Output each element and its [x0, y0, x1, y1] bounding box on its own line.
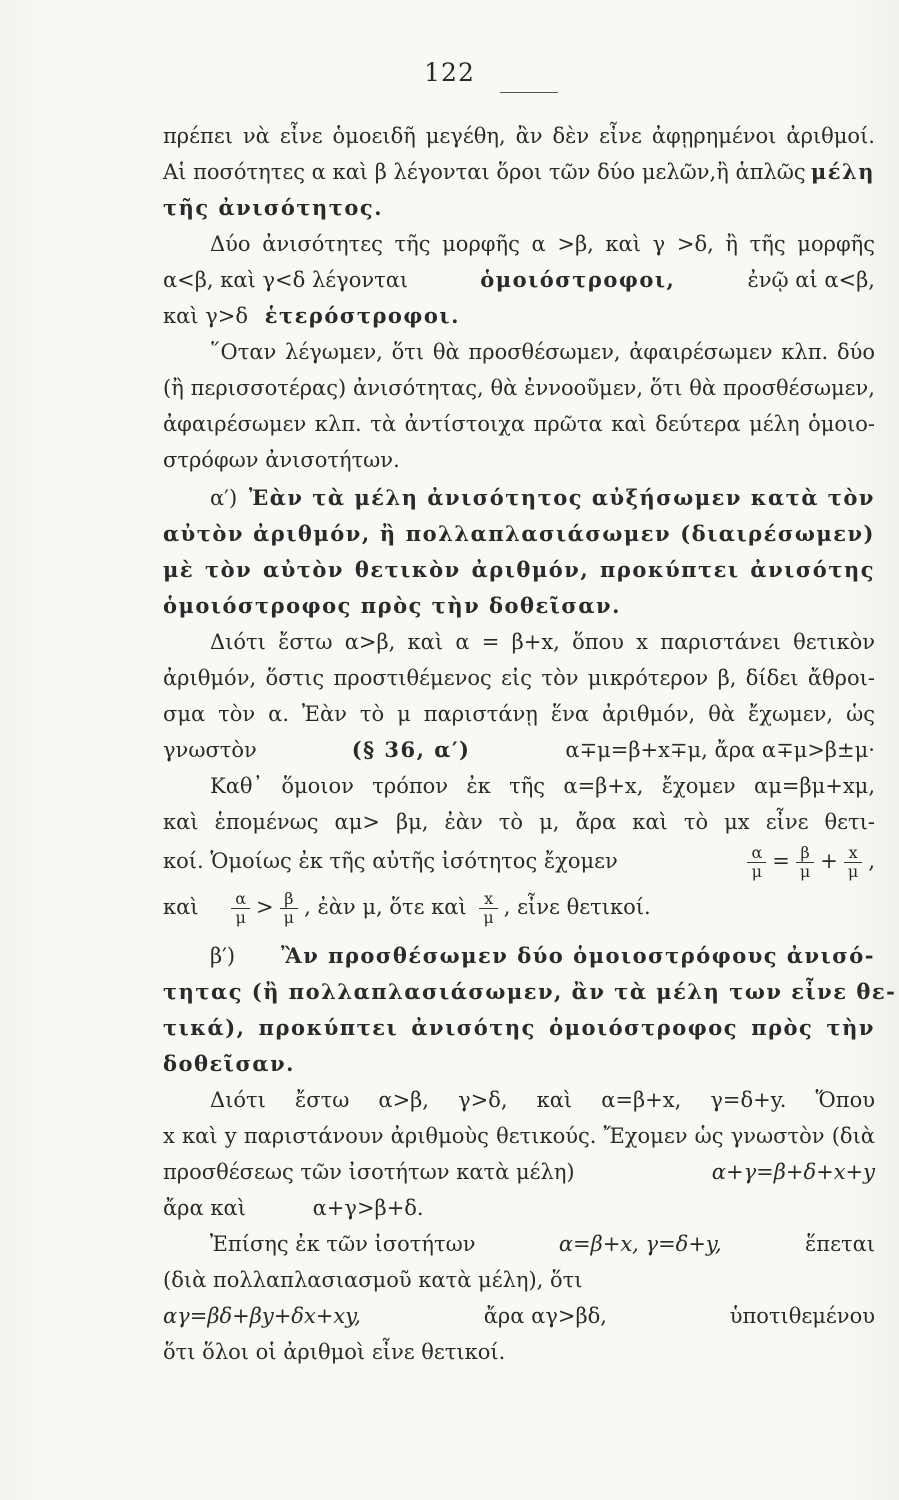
theorem-line: αὐτὸν ἀριθμόν, ἢ πολλαπλασιάσωμεν (διαιρέσωμεν) [163, 521, 875, 546]
equation: αγ=βδ+βy+δx+xy, [163, 1304, 361, 1328]
text-span: Ἐπίσης ἐκ τῶν ἰσοτήτων [210, 1232, 476, 1256]
text-line: Δύο ἀνισότητες τῆς μορφῆς α >β, καὶ γ >δ, ἢ τῆς μορφῆς [210, 232, 875, 256]
text-line [163, 266, 875, 294]
text-line: πρέπει νὰ εἶνε ὁμοειδῆ μεγέθη, ἂν δὲν εἶνε ἀφῃρημένοι ἀριθμοί. [163, 124, 875, 148]
text-span: ἄρα καὶ [163, 1196, 246, 1220]
fraction: $\frac{x}{\mu}$ [844, 844, 862, 881]
text-span: ἐνῷ αἱ α<β, [747, 268, 875, 292]
fraction: $\frac{\alpha}{\mu}$ [747, 844, 766, 881]
theorem-label: α′) [210, 486, 238, 510]
text-span: καὶ γ>δ [163, 304, 249, 328]
fraction: $\frac{x}{\mu}$ [479, 890, 497, 927]
text-line [163, 838, 875, 884]
text-span: προσθέσεως τῶν ἰσοτήτων κατὰ μέλη) [163, 1160, 575, 1184]
text-line: ἀριθμόν, ὅστις προστιθέμενος εἰς τὸν μικρότερον β, δίδει ἄθροι- [163, 666, 875, 690]
equation: α+γ=β+δ+x+y [711, 1160, 875, 1184]
text-line: (ἢ περισσοτέρας) ἀνισότητας, θὰ ἐννοοῦμεν, ὅτι θὰ προσθέσωμεν, [163, 376, 875, 400]
text-line: στρόφων ἀνισοτήτων. [163, 448, 400, 472]
text-line: (διὰ πολλαπλασιασμοῦ κατὰ μέλη), ὅτι [163, 1268, 583, 1292]
page-number: 122 [424, 58, 475, 87]
term-bold: ἑτερόστροφοι. [264, 303, 460, 328]
text-line [163, 1194, 875, 1222]
term-bold-line [163, 194, 875, 222]
theorem-line: δοθεῖσαν. [163, 1051, 295, 1076]
fraction: $\frac{\beta}{\mu}$ [796, 844, 814, 881]
page-number-underline [500, 92, 558, 93]
text-line [163, 302, 875, 330]
equation: α∓μ=β+x∓μ, ἄρα α∓μ>β±μ· [565, 738, 875, 762]
text-span: κοί. Ὁμοίως ἐκ τῆς αὐτῆς ἰσότητος ἔχομεν [163, 849, 618, 873]
theorem-line [210, 484, 875, 512]
equation: α+γ>β+δ. [312, 1196, 424, 1220]
theorem-line: μὲ τὸν αὐτὸν θετικὸν ἀριθμόν, προκύπτει ἀνισότης [163, 557, 875, 582]
text-span: ὑποτιθεμένου [729, 1304, 875, 1328]
text-line [163, 158, 875, 186]
text-line: Καθ᾽ ὅμοιον τρόπον ἐκ τῆς α=β+x, ἔχομεν αμ=βμ+xμ, [210, 774, 875, 798]
theorem-line: τικά), προκύπτει ἀνισότης ὁμοιόστροφος πρὸς τὴν [163, 1015, 875, 1040]
text-line [163, 1302, 875, 1330]
reference: (§ 36, α′) [351, 737, 471, 762]
text-line: ἀφαιρέσωμεν κλπ. τὰ ἀντίστοιχα πρῶτα καὶ δεύτερα μέλη ὁμοιο- [163, 412, 875, 436]
theorem-line: ὁμοιόστροφος πρὸς τὴν δοθεῖσαν. [163, 593, 621, 618]
text-line: καὶ ἑπομένως αμ> βμ, ἐὰν τὸ μ, ἄρα καὶ τὸ μx εἶνε θετι- [163, 810, 875, 834]
theorem-label: β′) [210, 944, 236, 968]
text-line: Διότι ἔστω α>β, γ>δ, καὶ α=β+x, γ=δ+y. Ὅπου [210, 1088, 875, 1112]
text-line [163, 1158, 875, 1186]
text-line: ῞Οταν λέγωμεν, ὅτι θὰ προσθέσωμεν, ἀφαιρέσωμεν κλπ. δύο [210, 340, 875, 364]
text-span: καὶ [163, 895, 199, 919]
fraction: $\frac{\beta}{\mu}$ [280, 890, 298, 927]
text-line [210, 1230, 875, 1258]
equation: α=β+x, γ=δ+y, [558, 1232, 722, 1256]
term-bold: τῆς ἀνισότητος. [163, 195, 384, 220]
text-span: ἐὰν μ, ὅτε καὶ [317, 895, 467, 919]
theorem-text: Ἐὰν τὰ μέλη ἀνισότητος αὐξήσωμεν κατὰ τὸν [248, 485, 875, 510]
term-bold: μέλη [810, 159, 875, 184]
text-span: γνωστὸν [163, 738, 257, 762]
fraction-equation: $\frac{\alpha}{\mu}$ = $\frac{\beta}{\mu}$ + $\frac{x}{\mu}$ , [741, 838, 875, 884]
text-line: σμα τὸν α. Ἐὰν τὸ μ παριστάνῃ ἕνα ἀριθμόν, θὰ ἔχωμεν, ὡς [163, 702, 875, 726]
equation: ἄρα αγ>βδ, [483, 1304, 607, 1328]
text-line: Διότι ἔστω α>β, καὶ α = β+x, ὅπου x παριστάνει θετικὸν [210, 630, 875, 654]
text-line: x καὶ y παριστάνουν ἀριθμοὺς θετικούς. Ἔχομεν ὡς γνωστὸν (διὰ [163, 1124, 875, 1148]
text-line: καὶ $\frac{\alpha}{\mu}$ > $\frac{\beta}{\mu}$ , ἐὰν μ, ὅτε καὶ $\frac{x}{\mu}$ , εἶνε θετικοί. [163, 889, 651, 927]
fraction: $\frac{\alpha}{\mu}$ [231, 890, 250, 927]
theorem-text: Ἂν προσθέσωμεν δύο ὁμοιοστρόφους ἀνισό- [281, 943, 875, 968]
term-bold: ὁμοιόστροφοι, [480, 267, 676, 292]
text-span: α<β, καὶ γ<δ λέγονται [163, 268, 409, 292]
theorem-line: τητας (ἢ πολλαπλασιάσωμεν, ἂν τὰ μέλη των εἶνε θε- [163, 979, 897, 1004]
text-line: ὅτι ὅλοι οἱ ἀριθμοὶ εἶνε θετικοί. [163, 1340, 506, 1364]
text-line [163, 736, 875, 764]
text-span: εἶνε θετικοί. [517, 895, 651, 919]
theorem-line [210, 942, 875, 970]
text-span: ἕπεται [805, 1232, 875, 1256]
text-span: Αἱ ποσότητες α καὶ β λέγονται ὅροι τῶν δύο μελῶν,ἢ ἁπλῶς [163, 160, 806, 184]
fraction-inequality: $\frac{\alpha}{\mu}$ > $\frac{\beta}{\mu}$ , [225, 895, 317, 919]
